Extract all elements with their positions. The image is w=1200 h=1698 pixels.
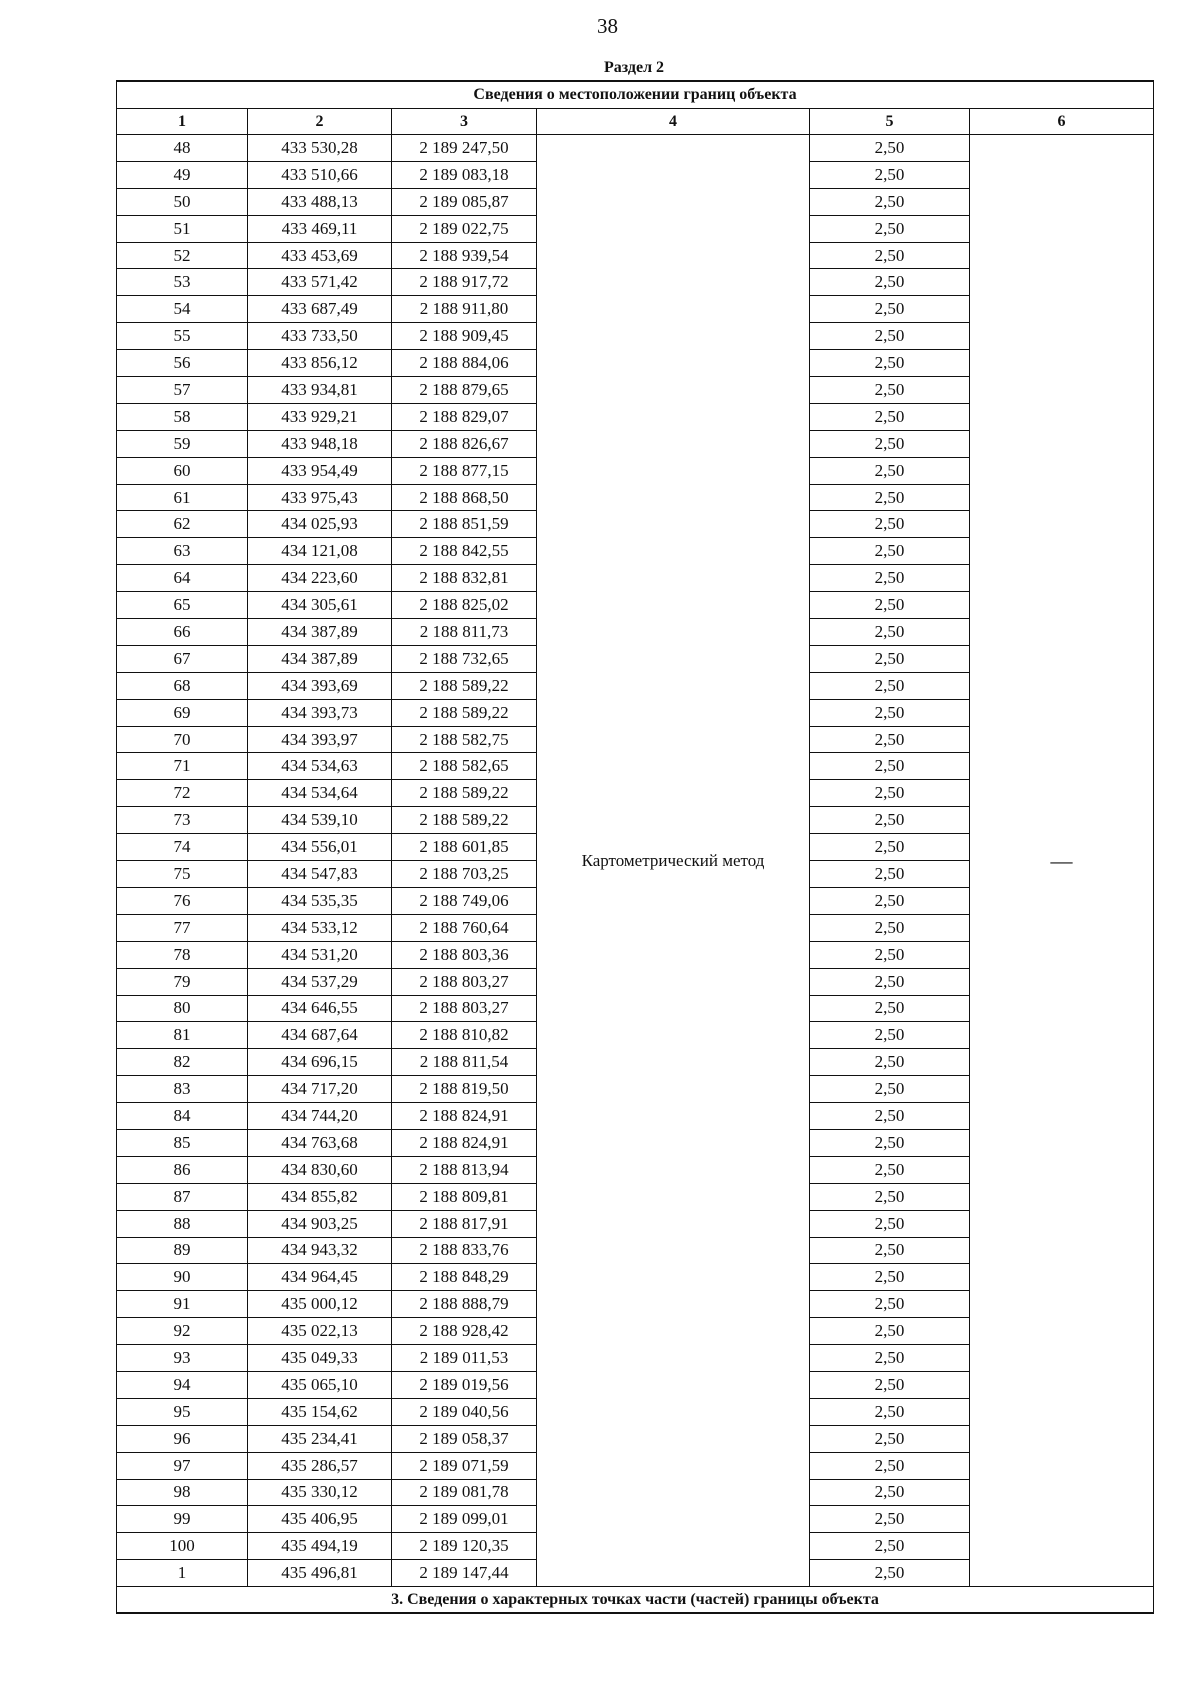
point-number-cell: 62 xyxy=(117,511,248,538)
y-coordinate-cell: 2 188 732,65 xyxy=(392,645,537,672)
point-number-cell: 99 xyxy=(117,1506,248,1533)
point-number-cell: 69 xyxy=(117,699,248,726)
point-number-cell: 57 xyxy=(117,377,248,404)
x-coordinate-cell: 434 305,61 xyxy=(248,592,392,619)
point-number-cell: 68 xyxy=(117,672,248,699)
y-coordinate-cell: 2 188 582,65 xyxy=(392,753,537,780)
y-coordinate-cell: 2 188 809,81 xyxy=(392,1183,537,1210)
accuracy-cell: 2,50 xyxy=(810,672,970,699)
accuracy-cell: 2,50 xyxy=(810,887,970,914)
x-coordinate-cell: 435 406,95 xyxy=(248,1506,392,1533)
point-number-cell: 83 xyxy=(117,1076,248,1103)
x-coordinate-cell: 435 022,13 xyxy=(248,1318,392,1345)
section-title: Раздел 2 xyxy=(603,59,665,76)
y-coordinate-cell: 2 188 703,25 xyxy=(392,861,537,888)
table-caption-row xyxy=(117,81,1154,109)
column-header: 3 xyxy=(392,109,537,135)
x-coordinate-cell: 434 537,29 xyxy=(248,968,392,995)
y-coordinate-cell: 2 189 040,56 xyxy=(392,1398,537,1425)
accuracy-cell: 2,50 xyxy=(810,1425,970,1452)
accuracy-cell: 2,50 xyxy=(810,726,970,753)
x-coordinate-cell: 434 903,25 xyxy=(248,1210,392,1237)
x-coordinate-cell: 433 856,12 xyxy=(248,350,392,377)
method-cell: Картометрический метод xyxy=(537,135,810,1587)
point-number-cell: 75 xyxy=(117,861,248,888)
accuracy-cell: 2,50 xyxy=(810,753,970,780)
point-number-cell: 72 xyxy=(117,780,248,807)
x-coordinate-cell: 434 393,97 xyxy=(248,726,392,753)
x-coordinate-cell: 434 387,89 xyxy=(248,619,392,646)
point-number-cell: 100 xyxy=(117,1533,248,1560)
y-coordinate-cell: 2 188 829,07 xyxy=(392,403,537,430)
accuracy-cell: 2,50 xyxy=(810,538,970,565)
y-coordinate-cell: 2 189 022,75 xyxy=(392,215,537,242)
x-coordinate-cell: 434 855,82 xyxy=(248,1183,392,1210)
point-number-cell: 51 xyxy=(117,215,248,242)
x-coordinate-cell: 433 733,50 xyxy=(248,323,392,350)
y-coordinate-cell: 2 188 824,91 xyxy=(392,1129,537,1156)
x-coordinate-cell: 434 393,69 xyxy=(248,672,392,699)
x-coordinate-cell: 434 696,15 xyxy=(248,1049,392,1076)
y-coordinate-cell: 2 188 589,22 xyxy=(392,807,537,834)
point-number-cell: 1 xyxy=(117,1560,248,1587)
y-coordinate-cell: 2 189 083,18 xyxy=(392,161,537,188)
accuracy-cell: 2,50 xyxy=(810,1076,970,1103)
accuracy-cell: 2,50 xyxy=(810,296,970,323)
accuracy-cell: 2,50 xyxy=(810,1533,970,1560)
x-coordinate-cell: 435 154,62 xyxy=(248,1398,392,1425)
point-number-cell: 50 xyxy=(117,188,248,215)
point-number-cell: 92 xyxy=(117,1318,248,1345)
col6-dash-cell: — xyxy=(970,135,1154,1587)
accuracy-cell: 2,50 xyxy=(810,1560,970,1587)
accuracy-cell: 2,50 xyxy=(810,1156,970,1183)
y-coordinate-cell: 2 188 826,67 xyxy=(392,430,537,457)
y-coordinate-cell: 2 188 824,91 xyxy=(392,1103,537,1130)
y-coordinate-cell: 2 188 879,65 xyxy=(392,377,537,404)
point-number-cell: 70 xyxy=(117,726,248,753)
x-coordinate-cell: 434 393,73 xyxy=(248,699,392,726)
x-coordinate-cell: 434 534,63 xyxy=(248,753,392,780)
x-coordinate-cell: 434 121,08 xyxy=(248,538,392,565)
accuracy-cell: 2,50 xyxy=(810,135,970,162)
accuracy-cell: 2,50 xyxy=(810,1129,970,1156)
point-number-cell: 81 xyxy=(117,1022,248,1049)
point-number-cell: 88 xyxy=(117,1210,248,1237)
column-header: 6 xyxy=(970,109,1154,135)
point-number-cell: 78 xyxy=(117,941,248,968)
y-coordinate-cell: 2 188 749,06 xyxy=(392,887,537,914)
y-coordinate-cell: 2 189 085,87 xyxy=(392,188,537,215)
x-coordinate-cell: 433 510,66 xyxy=(248,161,392,188)
y-coordinate-cell: 2 188 911,80 xyxy=(392,296,537,323)
accuracy-cell: 2,50 xyxy=(810,1237,970,1264)
accuracy-cell: 2,50 xyxy=(810,511,970,538)
y-coordinate-cell: 2 188 589,22 xyxy=(392,672,537,699)
accuracy-cell: 2,50 xyxy=(810,1452,970,1479)
x-coordinate-cell: 433 929,21 xyxy=(248,403,392,430)
table-row xyxy=(117,135,1154,162)
point-number-cell: 87 xyxy=(117,1183,248,1210)
y-coordinate-cell: 2 189 099,01 xyxy=(392,1506,537,1533)
accuracy-cell: 2,50 xyxy=(810,188,970,215)
y-coordinate-cell: 2 188 760,64 xyxy=(392,914,537,941)
x-coordinate-cell: 433 948,18 xyxy=(248,430,392,457)
point-number-cell: 58 xyxy=(117,403,248,430)
point-number-cell: 55 xyxy=(117,323,248,350)
boundary-table xyxy=(116,80,1154,1614)
point-number-cell: 64 xyxy=(117,565,248,592)
x-coordinate-cell: 435 494,19 xyxy=(248,1533,392,1560)
accuracy-cell: 2,50 xyxy=(810,1291,970,1318)
point-number-cell: 56 xyxy=(117,350,248,377)
x-coordinate-cell: 434 531,20 xyxy=(248,941,392,968)
accuracy-cell: 2,50 xyxy=(810,1345,970,1372)
column-header-row xyxy=(117,109,1154,135)
y-coordinate-cell: 2 188 803,36 xyxy=(392,941,537,968)
table-caption: Сведения о местоположении границ объекта xyxy=(117,81,1154,109)
x-coordinate-cell: 434 943,32 xyxy=(248,1237,392,1264)
y-coordinate-cell: 2 188 833,76 xyxy=(392,1237,537,1264)
x-coordinate-cell: 434 646,55 xyxy=(248,995,392,1022)
accuracy-cell: 2,50 xyxy=(810,1183,970,1210)
point-number-cell: 85 xyxy=(117,1129,248,1156)
table-footer: 3. Сведения о характерных точках части (частей) границы объекта xyxy=(117,1587,1154,1614)
column-header: 2 xyxy=(248,109,392,135)
x-coordinate-cell: 435 049,33 xyxy=(248,1345,392,1372)
y-coordinate-cell: 2 188 877,15 xyxy=(392,457,537,484)
accuracy-cell: 2,50 xyxy=(810,403,970,430)
y-coordinate-cell: 2 188 928,42 xyxy=(392,1318,537,1345)
point-number-cell: 89 xyxy=(117,1237,248,1264)
x-coordinate-cell: 433 453,69 xyxy=(248,242,392,269)
x-coordinate-cell: 434 223,60 xyxy=(248,565,392,592)
x-coordinate-cell: 434 717,20 xyxy=(248,1076,392,1103)
accuracy-cell: 2,50 xyxy=(810,1506,970,1533)
x-coordinate-cell: 434 763,68 xyxy=(248,1129,392,1156)
point-number-cell: 84 xyxy=(117,1103,248,1130)
point-number-cell: 91 xyxy=(117,1291,248,1318)
accuracy-cell: 2,50 xyxy=(810,1318,970,1345)
y-coordinate-cell: 2 188 917,72 xyxy=(392,269,537,296)
x-coordinate-cell: 433 954,49 xyxy=(248,457,392,484)
x-coordinate-cell: 435 286,57 xyxy=(248,1452,392,1479)
x-coordinate-cell: 434 964,45 xyxy=(248,1264,392,1291)
y-coordinate-cell: 2 188 813,94 xyxy=(392,1156,537,1183)
x-coordinate-cell: 434 687,64 xyxy=(248,1022,392,1049)
y-coordinate-cell: 2 188 803,27 xyxy=(392,995,537,1022)
y-coordinate-cell: 2 188 851,59 xyxy=(392,511,537,538)
point-number-cell: 82 xyxy=(117,1049,248,1076)
table-body xyxy=(117,135,1154,1587)
y-coordinate-cell: 2 188 811,73 xyxy=(392,619,537,646)
accuracy-cell: 2,50 xyxy=(810,619,970,646)
point-number-cell: 95 xyxy=(117,1398,248,1425)
y-coordinate-cell: 2 188 825,02 xyxy=(392,592,537,619)
point-number-cell: 63 xyxy=(117,538,248,565)
point-number-cell: 86 xyxy=(117,1156,248,1183)
point-number-cell: 52 xyxy=(117,242,248,269)
x-coordinate-cell: 434 744,20 xyxy=(248,1103,392,1130)
accuracy-cell: 2,50 xyxy=(810,430,970,457)
point-number-cell: 65 xyxy=(117,592,248,619)
column-header: 5 xyxy=(810,109,970,135)
point-number-cell: 98 xyxy=(117,1479,248,1506)
point-number-cell: 93 xyxy=(117,1345,248,1372)
y-coordinate-cell: 2 188 601,85 xyxy=(392,834,537,861)
accuracy-cell: 2,50 xyxy=(810,699,970,726)
y-coordinate-cell: 2 189 058,37 xyxy=(392,1425,537,1452)
y-coordinate-cell: 2 188 884,06 xyxy=(392,350,537,377)
point-number-cell: 74 xyxy=(117,834,248,861)
x-coordinate-cell: 435 330,12 xyxy=(248,1479,392,1506)
y-coordinate-cell: 2 189 147,44 xyxy=(392,1560,537,1587)
accuracy-cell: 2,50 xyxy=(810,161,970,188)
accuracy-cell: 2,50 xyxy=(810,1022,970,1049)
accuracy-cell: 2,50 xyxy=(810,457,970,484)
y-coordinate-cell: 2 189 081,78 xyxy=(392,1479,537,1506)
point-number-cell: 77 xyxy=(117,914,248,941)
x-coordinate-cell: 433 469,11 xyxy=(248,215,392,242)
accuracy-cell: 2,50 xyxy=(810,242,970,269)
x-coordinate-cell: 434 556,01 xyxy=(248,834,392,861)
column-header: 4 xyxy=(537,109,810,135)
x-coordinate-cell: 434 387,89 xyxy=(248,645,392,672)
y-coordinate-cell: 2 189 019,56 xyxy=(392,1371,537,1398)
x-coordinate-cell: 433 975,43 xyxy=(248,484,392,511)
accuracy-cell: 2,50 xyxy=(810,834,970,861)
accuracy-cell: 2,50 xyxy=(810,995,970,1022)
accuracy-cell: 2,50 xyxy=(810,350,970,377)
page-number: 38 xyxy=(597,14,618,38)
point-number-cell: 94 xyxy=(117,1371,248,1398)
point-number-cell: 71 xyxy=(117,753,248,780)
y-coordinate-cell: 2 188 811,54 xyxy=(392,1049,537,1076)
x-coordinate-cell: 434 830,60 xyxy=(248,1156,392,1183)
x-coordinate-cell: 434 025,93 xyxy=(248,511,392,538)
y-coordinate-cell: 2 188 939,54 xyxy=(392,242,537,269)
y-coordinate-cell: 2 188 817,91 xyxy=(392,1210,537,1237)
y-coordinate-cell: 2 188 589,22 xyxy=(392,699,537,726)
y-coordinate-cell: 2 188 909,45 xyxy=(392,323,537,350)
y-coordinate-cell: 2 189 247,50 xyxy=(392,135,537,162)
x-coordinate-cell: 433 488,13 xyxy=(248,188,392,215)
x-coordinate-cell: 435 065,10 xyxy=(248,1371,392,1398)
accuracy-cell: 2,50 xyxy=(810,1264,970,1291)
accuracy-cell: 2,50 xyxy=(810,941,970,968)
y-coordinate-cell: 2 188 803,27 xyxy=(392,968,537,995)
accuracy-cell: 2,50 xyxy=(810,323,970,350)
accuracy-cell: 2,50 xyxy=(810,1479,970,1506)
accuracy-cell: 2,50 xyxy=(810,645,970,672)
point-number-cell: 54 xyxy=(117,296,248,323)
column-header: 1 xyxy=(117,109,248,135)
y-coordinate-cell: 2 188 582,75 xyxy=(392,726,537,753)
point-number-cell: 76 xyxy=(117,887,248,914)
accuracy-cell: 2,50 xyxy=(810,484,970,511)
x-coordinate-cell: 435 000,12 xyxy=(248,1291,392,1318)
point-number-cell: 49 xyxy=(117,161,248,188)
y-coordinate-cell: 2 188 589,22 xyxy=(392,780,537,807)
point-number-cell: 53 xyxy=(117,269,248,296)
accuracy-cell: 2,50 xyxy=(810,565,970,592)
point-number-cell: 90 xyxy=(117,1264,248,1291)
point-number-cell: 48 xyxy=(117,135,248,162)
y-coordinate-cell: 2 188 842,55 xyxy=(392,538,537,565)
accuracy-cell: 2,50 xyxy=(810,377,970,404)
x-coordinate-cell: 434 539,10 xyxy=(248,807,392,834)
accuracy-cell: 2,50 xyxy=(810,215,970,242)
y-coordinate-cell: 2 188 888,79 xyxy=(392,1291,537,1318)
point-number-cell: 73 xyxy=(117,807,248,834)
point-number-cell: 97 xyxy=(117,1452,248,1479)
point-number-cell: 66 xyxy=(117,619,248,646)
y-coordinate-cell: 2 188 819,50 xyxy=(392,1076,537,1103)
y-coordinate-cell: 2 188 848,29 xyxy=(392,1264,537,1291)
table-footer-row xyxy=(117,1587,1154,1614)
accuracy-cell: 2,50 xyxy=(810,269,970,296)
x-coordinate-cell: 434 534,64 xyxy=(248,780,392,807)
accuracy-cell: 2,50 xyxy=(810,592,970,619)
x-coordinate-cell: 434 533,12 xyxy=(248,914,392,941)
accuracy-cell: 2,50 xyxy=(810,1103,970,1130)
point-number-cell: 59 xyxy=(117,430,248,457)
point-number-cell: 96 xyxy=(117,1425,248,1452)
point-number-cell: 80 xyxy=(117,995,248,1022)
accuracy-cell: 2,50 xyxy=(810,861,970,888)
y-coordinate-cell: 2 188 810,82 xyxy=(392,1022,537,1049)
y-coordinate-cell: 2 189 120,35 xyxy=(392,1533,537,1560)
accuracy-cell: 2,50 xyxy=(810,780,970,807)
point-number-cell: 79 xyxy=(117,968,248,995)
y-coordinate-cell: 2 189 011,53 xyxy=(392,1345,537,1372)
accuracy-cell: 2,50 xyxy=(810,1398,970,1425)
point-number-cell: 67 xyxy=(117,645,248,672)
accuracy-cell: 2,50 xyxy=(810,1210,970,1237)
accuracy-cell: 2,50 xyxy=(810,1371,970,1398)
x-coordinate-cell: 433 571,42 xyxy=(248,269,392,296)
accuracy-cell: 2,50 xyxy=(810,968,970,995)
accuracy-cell: 2,50 xyxy=(810,807,970,834)
accuracy-cell: 2,50 xyxy=(810,1049,970,1076)
x-coordinate-cell: 433 687,49 xyxy=(248,296,392,323)
point-number-cell: 61 xyxy=(117,484,248,511)
y-coordinate-cell: 2 189 071,59 xyxy=(392,1452,537,1479)
x-coordinate-cell: 435 496,81 xyxy=(248,1560,392,1587)
x-coordinate-cell: 434 535,35 xyxy=(248,887,392,914)
point-number-cell: 60 xyxy=(117,457,248,484)
y-coordinate-cell: 2 188 868,50 xyxy=(392,484,537,511)
x-coordinate-cell: 435 234,41 xyxy=(248,1425,392,1452)
accuracy-cell: 2,50 xyxy=(810,914,970,941)
x-coordinate-cell: 434 547,83 xyxy=(248,861,392,888)
x-coordinate-cell: 433 530,28 xyxy=(248,135,392,162)
y-coordinate-cell: 2 188 832,81 xyxy=(392,565,537,592)
x-coordinate-cell: 433 934,81 xyxy=(248,377,392,404)
